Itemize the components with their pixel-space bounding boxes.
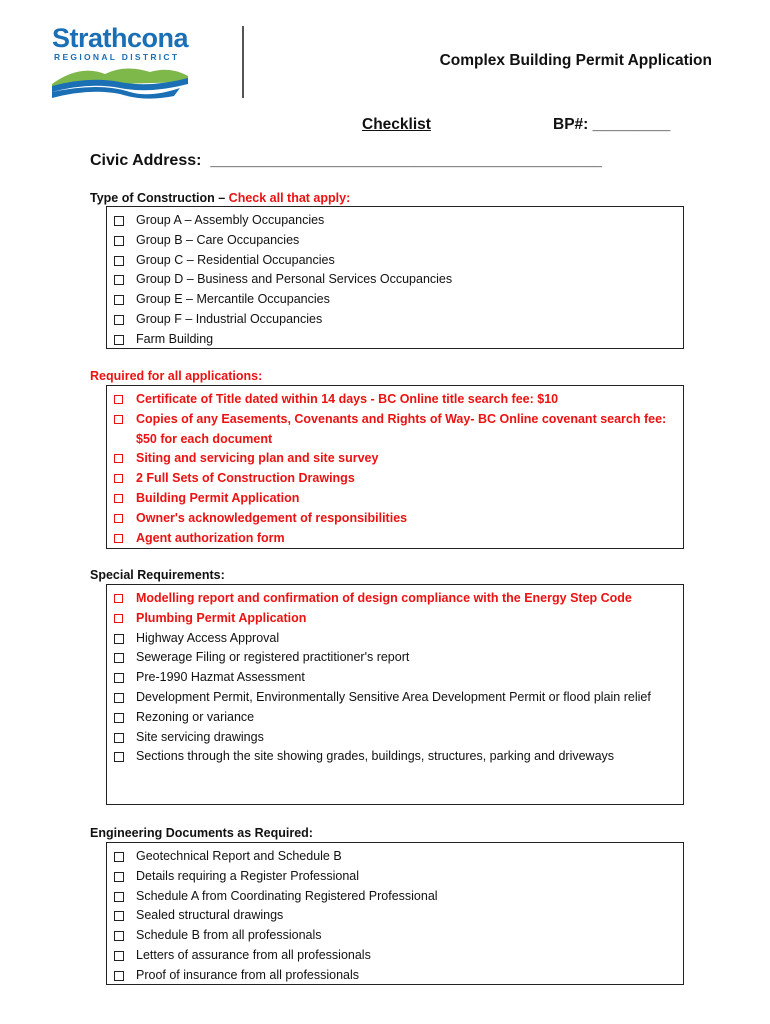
checkbox-square-icon xyxy=(114,494,123,503)
checkbox[interactable] xyxy=(114,310,126,330)
construction-checklist-box xyxy=(106,206,684,349)
checkbox-square-icon xyxy=(114,872,124,882)
checklist-item xyxy=(107,589,683,609)
checklist-item-label: Group E – Mercantile Occupancies xyxy=(136,292,330,307)
checkbox[interactable] xyxy=(114,629,126,649)
logo-landscape-icon xyxy=(50,62,190,100)
checkbox-square-icon xyxy=(114,614,123,623)
document-title: Complex Building Permit Application xyxy=(439,52,712,69)
checkbox[interactable] xyxy=(114,330,126,350)
checkbox-square-icon xyxy=(114,395,123,404)
checklist-item xyxy=(107,847,683,867)
checkbox-square-icon xyxy=(114,315,124,325)
checklist-item xyxy=(107,728,683,748)
checklist-item xyxy=(107,330,683,350)
checklist-item-label: Letters of assurance from all professionals xyxy=(136,947,371,962)
checklist-item xyxy=(107,529,683,549)
checkbox[interactable] xyxy=(114,609,126,629)
checklist-item-label: Siting and servicing plan and site survey xyxy=(136,451,379,466)
checklist-item-label: Geotechnical Report and Schedule B xyxy=(136,849,342,863)
checkbox-square-icon xyxy=(114,514,123,523)
checkbox[interactable] xyxy=(114,688,126,708)
checklist-item-label: Building Permit Application xyxy=(136,490,300,505)
checklist-item xyxy=(107,310,683,330)
checkbox[interactable] xyxy=(114,270,126,290)
checkbox-square-icon xyxy=(114,931,124,941)
checkbox[interactable] xyxy=(114,946,126,966)
checkbox-square-icon xyxy=(114,892,124,902)
checkbox-square-icon xyxy=(114,216,124,226)
engineering-checklist-box xyxy=(106,842,684,985)
checklist-item-label: Sewerage Filing or registered practitioner's report xyxy=(136,650,410,665)
checklist-item-label: Certificate of Title dated within 14 days - BC Online title search fee: $10 xyxy=(136,392,559,406)
checkbox-square-icon xyxy=(114,673,124,683)
checklist-item xyxy=(107,390,683,410)
checkbox-square-icon xyxy=(114,256,124,266)
checkbox-square-icon xyxy=(114,335,124,345)
checkbox-square-icon xyxy=(114,454,123,463)
checklist-item-label: Schedule A from Coordinating Registered Professional xyxy=(136,888,438,903)
checklist-item xyxy=(107,648,683,668)
construction-title-text: Type of Construction – xyxy=(90,191,229,205)
checkbox[interactable] xyxy=(114,489,126,509)
checklist-item xyxy=(107,290,683,310)
checklist-item xyxy=(107,867,683,887)
checklist-item-label: Group A – Assembly Occupancies xyxy=(136,213,325,227)
checklist-item xyxy=(107,609,683,629)
checkbox[interactable] xyxy=(114,509,126,529)
checkbox[interactable] xyxy=(114,926,126,946)
checkbox[interactable] xyxy=(114,906,126,926)
checklist-item xyxy=(107,906,683,926)
checklist-item xyxy=(107,688,683,708)
checklist-item-label: Sealed structural drawings xyxy=(136,908,284,923)
checkbox[interactable] xyxy=(114,589,126,609)
checklist-item xyxy=(107,489,683,509)
checklist-item xyxy=(107,270,683,290)
checklist-item-label: Group D – Business and Personal Services Occupancies xyxy=(136,272,453,287)
checkbox[interactable] xyxy=(114,251,126,271)
checklist-item-label: Schedule B from all professionals xyxy=(136,928,322,943)
checkbox[interactable] xyxy=(114,469,126,489)
required-section-title: Required for all applications: xyxy=(90,369,263,383)
checklist-item-label: 2 Full Sets of Construction Drawings xyxy=(136,471,355,486)
checkbox[interactable] xyxy=(114,410,126,450)
checkbox-square-icon xyxy=(114,693,124,703)
checklist-item xyxy=(107,509,683,529)
checkbox-square-icon xyxy=(114,275,124,285)
checkbox[interactable] xyxy=(114,290,126,310)
checklist-heading: Checklist xyxy=(362,116,431,133)
checkbox-square-icon xyxy=(114,634,124,644)
checklist-item xyxy=(107,966,683,986)
checklist-item-label: Rezoning or variance xyxy=(136,709,255,724)
checkbox[interactable] xyxy=(114,231,126,251)
checkbox[interactable] xyxy=(114,211,126,231)
checkbox-square-icon xyxy=(114,236,124,246)
checklist-item xyxy=(107,926,683,946)
checkbox[interactable] xyxy=(114,867,126,887)
checkbox-square-icon xyxy=(114,534,123,543)
checklist-item-label: Development Permit, Environmentally Sensitive Area Development Permit or flood plain relief xyxy=(136,689,651,704)
checkbox[interactable] xyxy=(114,747,126,767)
checkbox[interactable] xyxy=(114,449,126,469)
checklist-item-label: Proof of insurance from all professionals xyxy=(136,967,360,982)
checkbox[interactable] xyxy=(114,668,126,688)
checkbox[interactable] xyxy=(114,728,126,748)
checkbox[interactable] xyxy=(114,648,126,668)
bp-number-field[interactable]: BP#: _________ xyxy=(553,116,671,133)
checkbox[interactable] xyxy=(114,966,126,986)
checklist-item-label: Plumbing Permit Application xyxy=(136,610,307,625)
checkbox-square-icon xyxy=(114,594,123,603)
checkbox-square-icon xyxy=(114,752,124,762)
checkbox-square-icon xyxy=(114,911,124,921)
header-divider xyxy=(242,26,244,98)
checklist-item xyxy=(107,887,683,907)
checkbox-square-icon xyxy=(114,971,124,981)
construction-title-note: Check all that apply: xyxy=(228,191,351,205)
checklist-item xyxy=(107,469,683,489)
checkbox[interactable] xyxy=(114,708,126,728)
checkbox-square-icon xyxy=(114,415,123,424)
checklist-item-label: Modelling report and confirmation of design compliance with the Energy Step Code xyxy=(136,591,632,605)
civic-address-field[interactable]: Civic Address: ____________________________________________ xyxy=(90,152,602,169)
checklist-item-label: Group F – Industrial Occupancies xyxy=(136,311,323,326)
checklist-item xyxy=(107,629,683,649)
checklist-item xyxy=(107,211,683,231)
checklist-item-label: Site servicing drawings xyxy=(136,729,264,744)
required-checklist-box xyxy=(106,385,684,549)
construction-section-title xyxy=(90,192,350,205)
checkbox[interactable] xyxy=(114,390,126,410)
checklist-item xyxy=(107,708,683,728)
checkbox-square-icon xyxy=(114,733,124,743)
checklist-item-label: Details requiring a Register Professional xyxy=(136,868,360,883)
checklist-item xyxy=(107,946,683,966)
checkbox-square-icon xyxy=(114,852,124,862)
checkbox-square-icon xyxy=(114,474,123,483)
checklist-item xyxy=(107,747,683,767)
checklist-item-label: Agent authorization form xyxy=(136,530,285,545)
checkbox-square-icon xyxy=(114,295,124,305)
logo-name: Strathcona xyxy=(52,23,189,53)
checkbox-square-icon xyxy=(114,653,124,663)
checkbox[interactable] xyxy=(114,847,126,867)
logo-subtitle: REGIONAL DISTRICT xyxy=(54,52,180,62)
checklist-item-label: Highway Access Approval xyxy=(136,630,280,645)
checklist-item xyxy=(107,251,683,271)
checkbox[interactable] xyxy=(114,887,126,907)
checklist-item-label: Owner's acknowledgement of responsibilities xyxy=(136,510,408,525)
engineering-section-title: Engineering Documents as Required: xyxy=(90,826,313,840)
checklist-item-label: Sections through the site showing grades, buildings, structures, parking and driveways xyxy=(136,749,615,764)
checklist-item-label: Pre-1990 Hazmat Assessment xyxy=(136,670,305,685)
checkbox-square-icon xyxy=(114,951,124,961)
checklist-item xyxy=(107,231,683,251)
checklist-item-label: Copies of any Easements, Covenants and Rights of Way- BC Online covenant search fee: $50 for each document xyxy=(136,411,667,446)
checklist-item-label: Farm Building xyxy=(136,331,214,346)
checklist-item xyxy=(107,449,683,469)
checklist-item-label: Group B – Care Occupancies xyxy=(136,232,300,247)
checklist-item xyxy=(107,668,683,688)
special-checklist-box xyxy=(106,584,684,805)
checkbox[interactable] xyxy=(114,529,126,549)
checklist-item-label: Group C – Residential Occupancies xyxy=(136,252,335,267)
special-section-title: Special Requirements: xyxy=(90,568,225,582)
checkbox-square-icon xyxy=(114,713,124,723)
checklist-item xyxy=(107,410,683,450)
